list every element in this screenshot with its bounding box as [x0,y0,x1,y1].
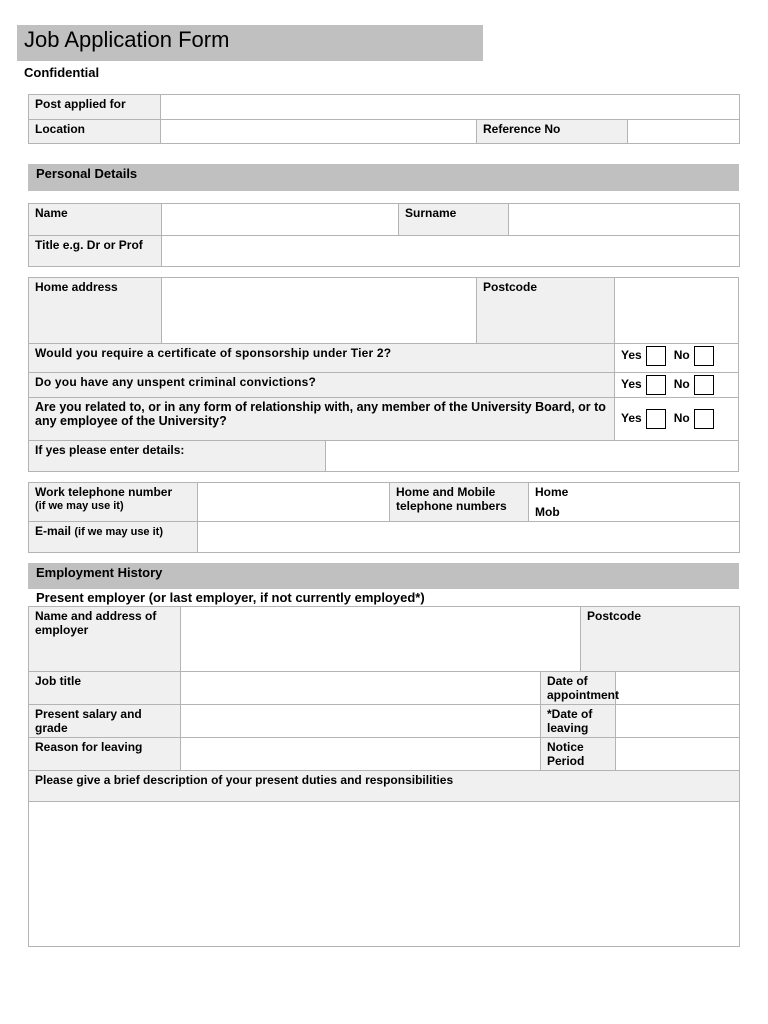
employer-postcode-label: Postcode [587,609,642,623]
notice-period-label: Notice Period [541,738,616,771]
post-applied-field[interactable] [161,95,740,120]
employment-history-heading: Employment History [36,565,163,580]
location-label: Location [29,120,161,144]
job-title-label: Job title [29,672,181,705]
sponsorship-answer [615,344,739,373]
yes-label: Yes [621,411,642,426]
post-applied-label: Post applied for [29,95,161,120]
name-table [28,203,740,267]
reference-label: Reference No [477,120,628,144]
employer-postcode-cell [581,607,740,672]
convictions-no-checkbox[interactable] [694,375,714,395]
work-telephone-note: (if we may use it) [35,500,124,512]
location-field[interactable] [161,120,477,144]
page-title: Job Application Form [24,27,230,52]
postcode-label: Postcode [477,278,615,344]
no-label: No [673,348,690,363]
reason-leaving-field[interactable] [181,738,541,771]
email-note: (if we may use it) [74,526,163,538]
convictions-yes-checkbox[interactable] [646,375,666,395]
date-appointment-label: Date of appointment [541,672,616,705]
mobile-phone-label: Mob [535,505,560,519]
title-label: Title e.g. Dr or Prof [29,236,162,267]
postcode-field[interactable] [615,278,739,344]
reason-leaving-label: Reason for leaving [29,738,181,771]
details-field[interactable] [326,441,739,472]
work-telephone-field[interactable] [198,483,390,522]
duties-label: Please give a brief description of your present duties and responsibilities [29,771,740,802]
date-leaving-label: *Date of leaving [541,705,616,738]
related-question: Are you related to, or in any form of relationship with, any member of the University Board, or to any employee of the University? [29,398,615,441]
yes-label: Yes [621,377,642,392]
reference-field[interactable] [628,120,740,144]
address-table [28,277,739,472]
surname-field[interactable] [509,204,740,236]
sponsorship-no-checkbox[interactable] [694,346,714,366]
details-label: If yes please enter details: [29,441,326,472]
home-mobile-field[interactable] [529,483,740,522]
email-text: E-mail [35,524,72,538]
home-phone-label: Home [535,485,569,499]
work-telephone-label [29,483,198,522]
notice-period-field[interactable] [616,738,740,771]
date-leaving-field[interactable] [616,705,740,738]
surname-label: Surname [399,204,509,236]
yes-label: Yes [621,348,642,363]
related-answer [615,398,739,441]
sponsorship-question: Would you require a certificate of sponsorship under Tier 2? [29,344,615,373]
related-yes-checkbox[interactable] [646,409,666,429]
convictions-answer [615,373,739,398]
job-title-field[interactable] [181,672,541,705]
name-label: Name [29,204,162,236]
post-table [28,94,740,144]
salary-grade-field[interactable] [181,705,541,738]
duties-field[interactable] [29,802,740,947]
email-field[interactable] [198,522,740,553]
title-field[interactable] [162,236,740,267]
contact-table [28,482,740,553]
employment-table [28,606,740,947]
email-label [29,522,198,553]
home-address-field[interactable] [162,278,477,344]
sponsorship-yes-checkbox[interactable] [646,346,666,366]
convictions-question: Do you have any unspent criminal convictions? [29,373,615,398]
employer-name-address-label: Name and address of employer [29,607,181,672]
home-address-label: Home address [29,278,162,344]
salary-grade-label: Present salary and grade [29,705,181,738]
date-appointment-field[interactable] [616,672,740,705]
confidential-label: Confidential [24,65,100,80]
related-no-checkbox[interactable] [694,409,714,429]
no-label: No [673,377,690,392]
no-label: No [673,411,690,426]
employer-name-address-field[interactable] [181,607,581,672]
name-field[interactable] [162,204,399,236]
present-employer-heading: Present employer (or last employer, if not currently employed*) [36,590,425,605]
personal-details-heading: Personal Details [36,166,138,181]
home-mobile-label: Home and Mobile telephone numbers [390,483,529,522]
work-telephone-text: Work telephone number [35,485,173,499]
